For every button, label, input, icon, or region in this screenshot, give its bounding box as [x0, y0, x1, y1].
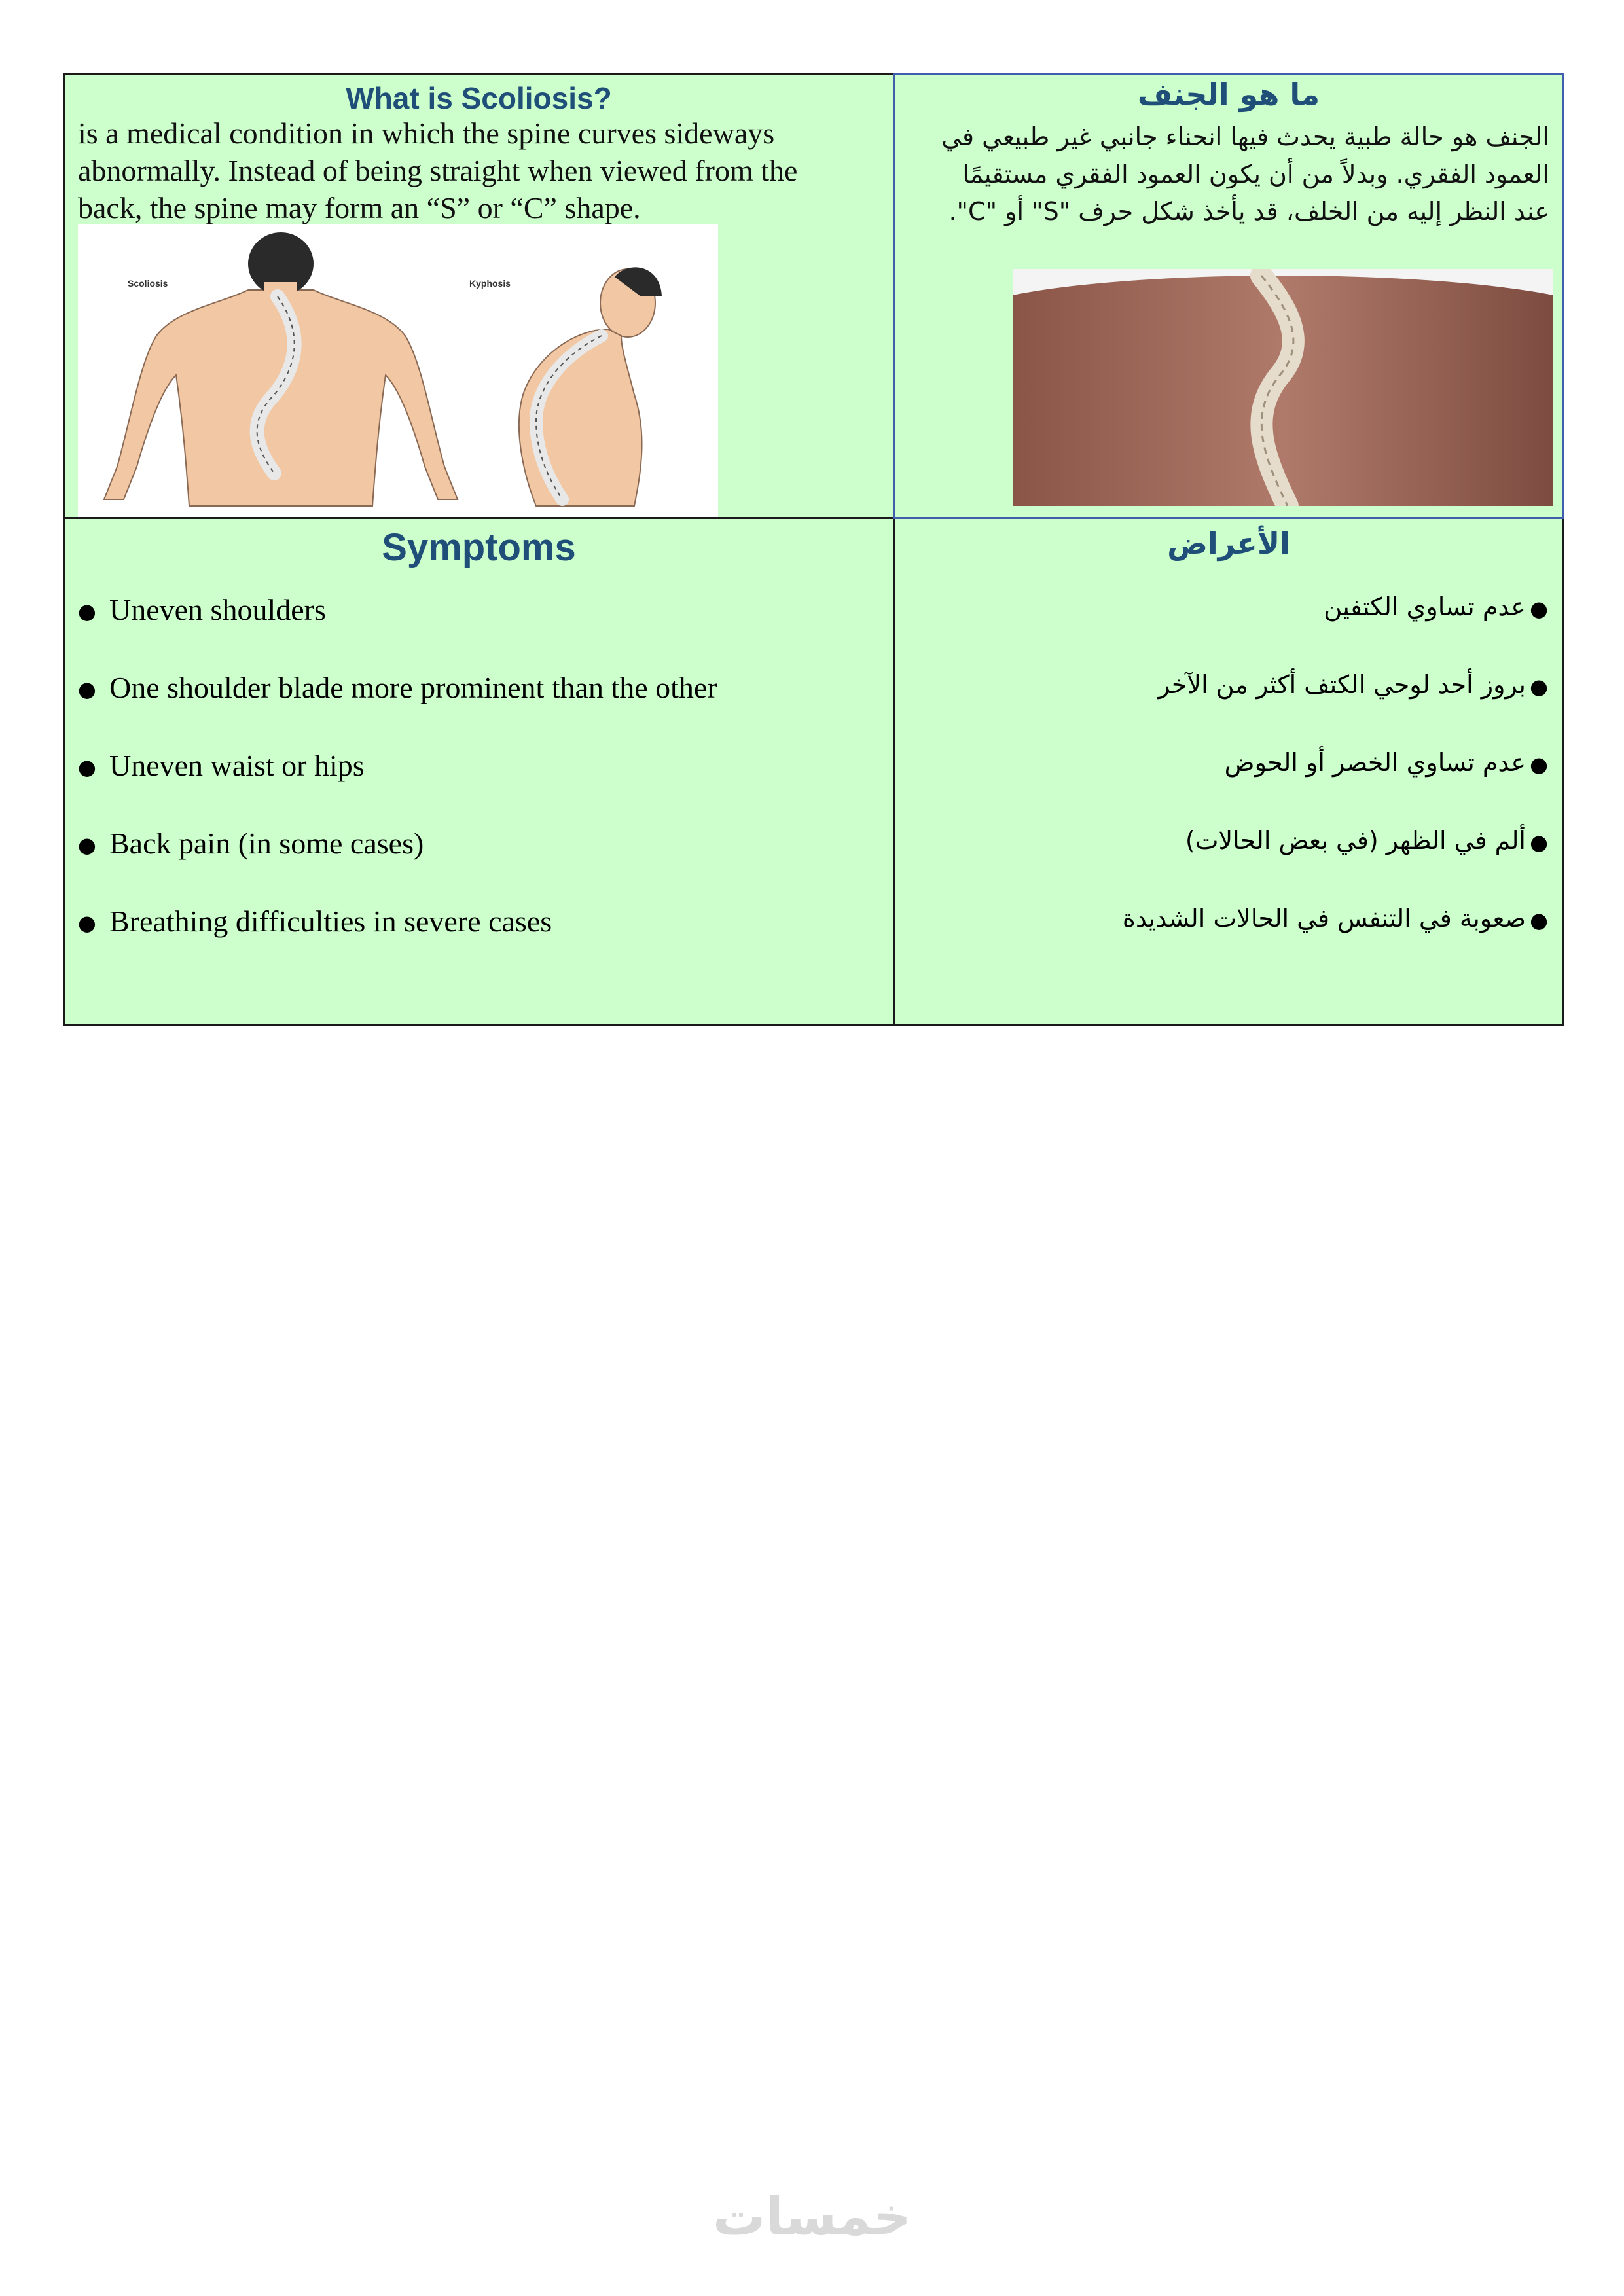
bullet-icon: ● — [1530, 830, 1548, 855]
list-item: ● Back pain (in some cases) — [78, 827, 424, 860]
list-item: ● Uneven shoulders — [78, 593, 326, 626]
list-item: ● عدم تساوي الكتفين — [1324, 592, 1548, 621]
what-body: is a medical condition in which the spine curves sideways abnormally. Instead of being straight when viewed from the back, the spine may form an “S” or “C” shape. — [78, 117, 798, 224]
bullet-icon: ● — [78, 833, 96, 857]
what-title: What is Scoliosis? — [346, 81, 612, 115]
cell-symptoms-ar — [893, 517, 1564, 1026]
bullet-icon: ● — [1530, 908, 1548, 933]
bullet-icon: ● — [78, 599, 96, 624]
list-item: ● عدم تساوي الخصر أو الحوض — [1224, 748, 1548, 777]
symptoms-list — [78, 592, 717, 982]
list-item: ● Uneven waist or hips — [78, 749, 365, 782]
bullet-icon: ● — [1530, 752, 1548, 777]
list-item: ● ألم في الظهر (في بعض الحالات) — [1185, 826, 1548, 855]
figure-label-scoliosis: Scoliosis — [128, 278, 168, 289]
symptoms-list-ar — [1123, 592, 1548, 982]
cell-symptoms — [63, 517, 893, 1026]
divider — [893, 517, 1564, 519]
symptoms-title: Symptoms — [382, 526, 576, 569]
spine-photo — [1013, 269, 1553, 506]
bullet-icon: ● — [1530, 596, 1548, 621]
spine-illustration — [78, 224, 718, 519]
spine-photo-drawing — [1013, 269, 1553, 506]
symptoms-title-ar: الأعراض — [1167, 526, 1290, 561]
what-title-ar: ما هو الجنف — [1137, 77, 1320, 112]
info-table — [63, 73, 1564, 1026]
list-item: ● بروز أحد لوحي الكتف أكثر من الآخر — [1157, 670, 1548, 699]
cell-what-is-scoliosis — [63, 73, 893, 517]
list-item: ● Breathing difficulties in severe cases — [78, 905, 552, 938]
cell-what-is-scoliosis-ar — [893, 73, 1564, 517]
bullet-icon: ● — [78, 677, 96, 702]
bullet-icon: ● — [1530, 674, 1548, 699]
spine-drawing — [78, 224, 718, 519]
figure-label-kyphosis: Kyphosis — [469, 278, 511, 289]
list-item: ● One shoulder blade more prominent than the other — [78, 671, 717, 704]
what-body-ar: الجنف هو حالة طبية يحدث فيها انحناء جانبي غير طبيعي في العمود الفقري. وبدلاً من أن يكون العمود الفقري مستقيمًا عند النظر إليه من الخلف، قد يأخذ شكل حرف "S" أو "C". — [941, 122, 1549, 226]
bullet-icon: ● — [78, 910, 96, 935]
bullet-icon: ● — [78, 755, 96, 780]
watermark-logo: خمسات — [712, 2186, 912, 2247]
list-item: ● صعوبة في التنفس في الحالات الشديدة — [1122, 904, 1548, 933]
